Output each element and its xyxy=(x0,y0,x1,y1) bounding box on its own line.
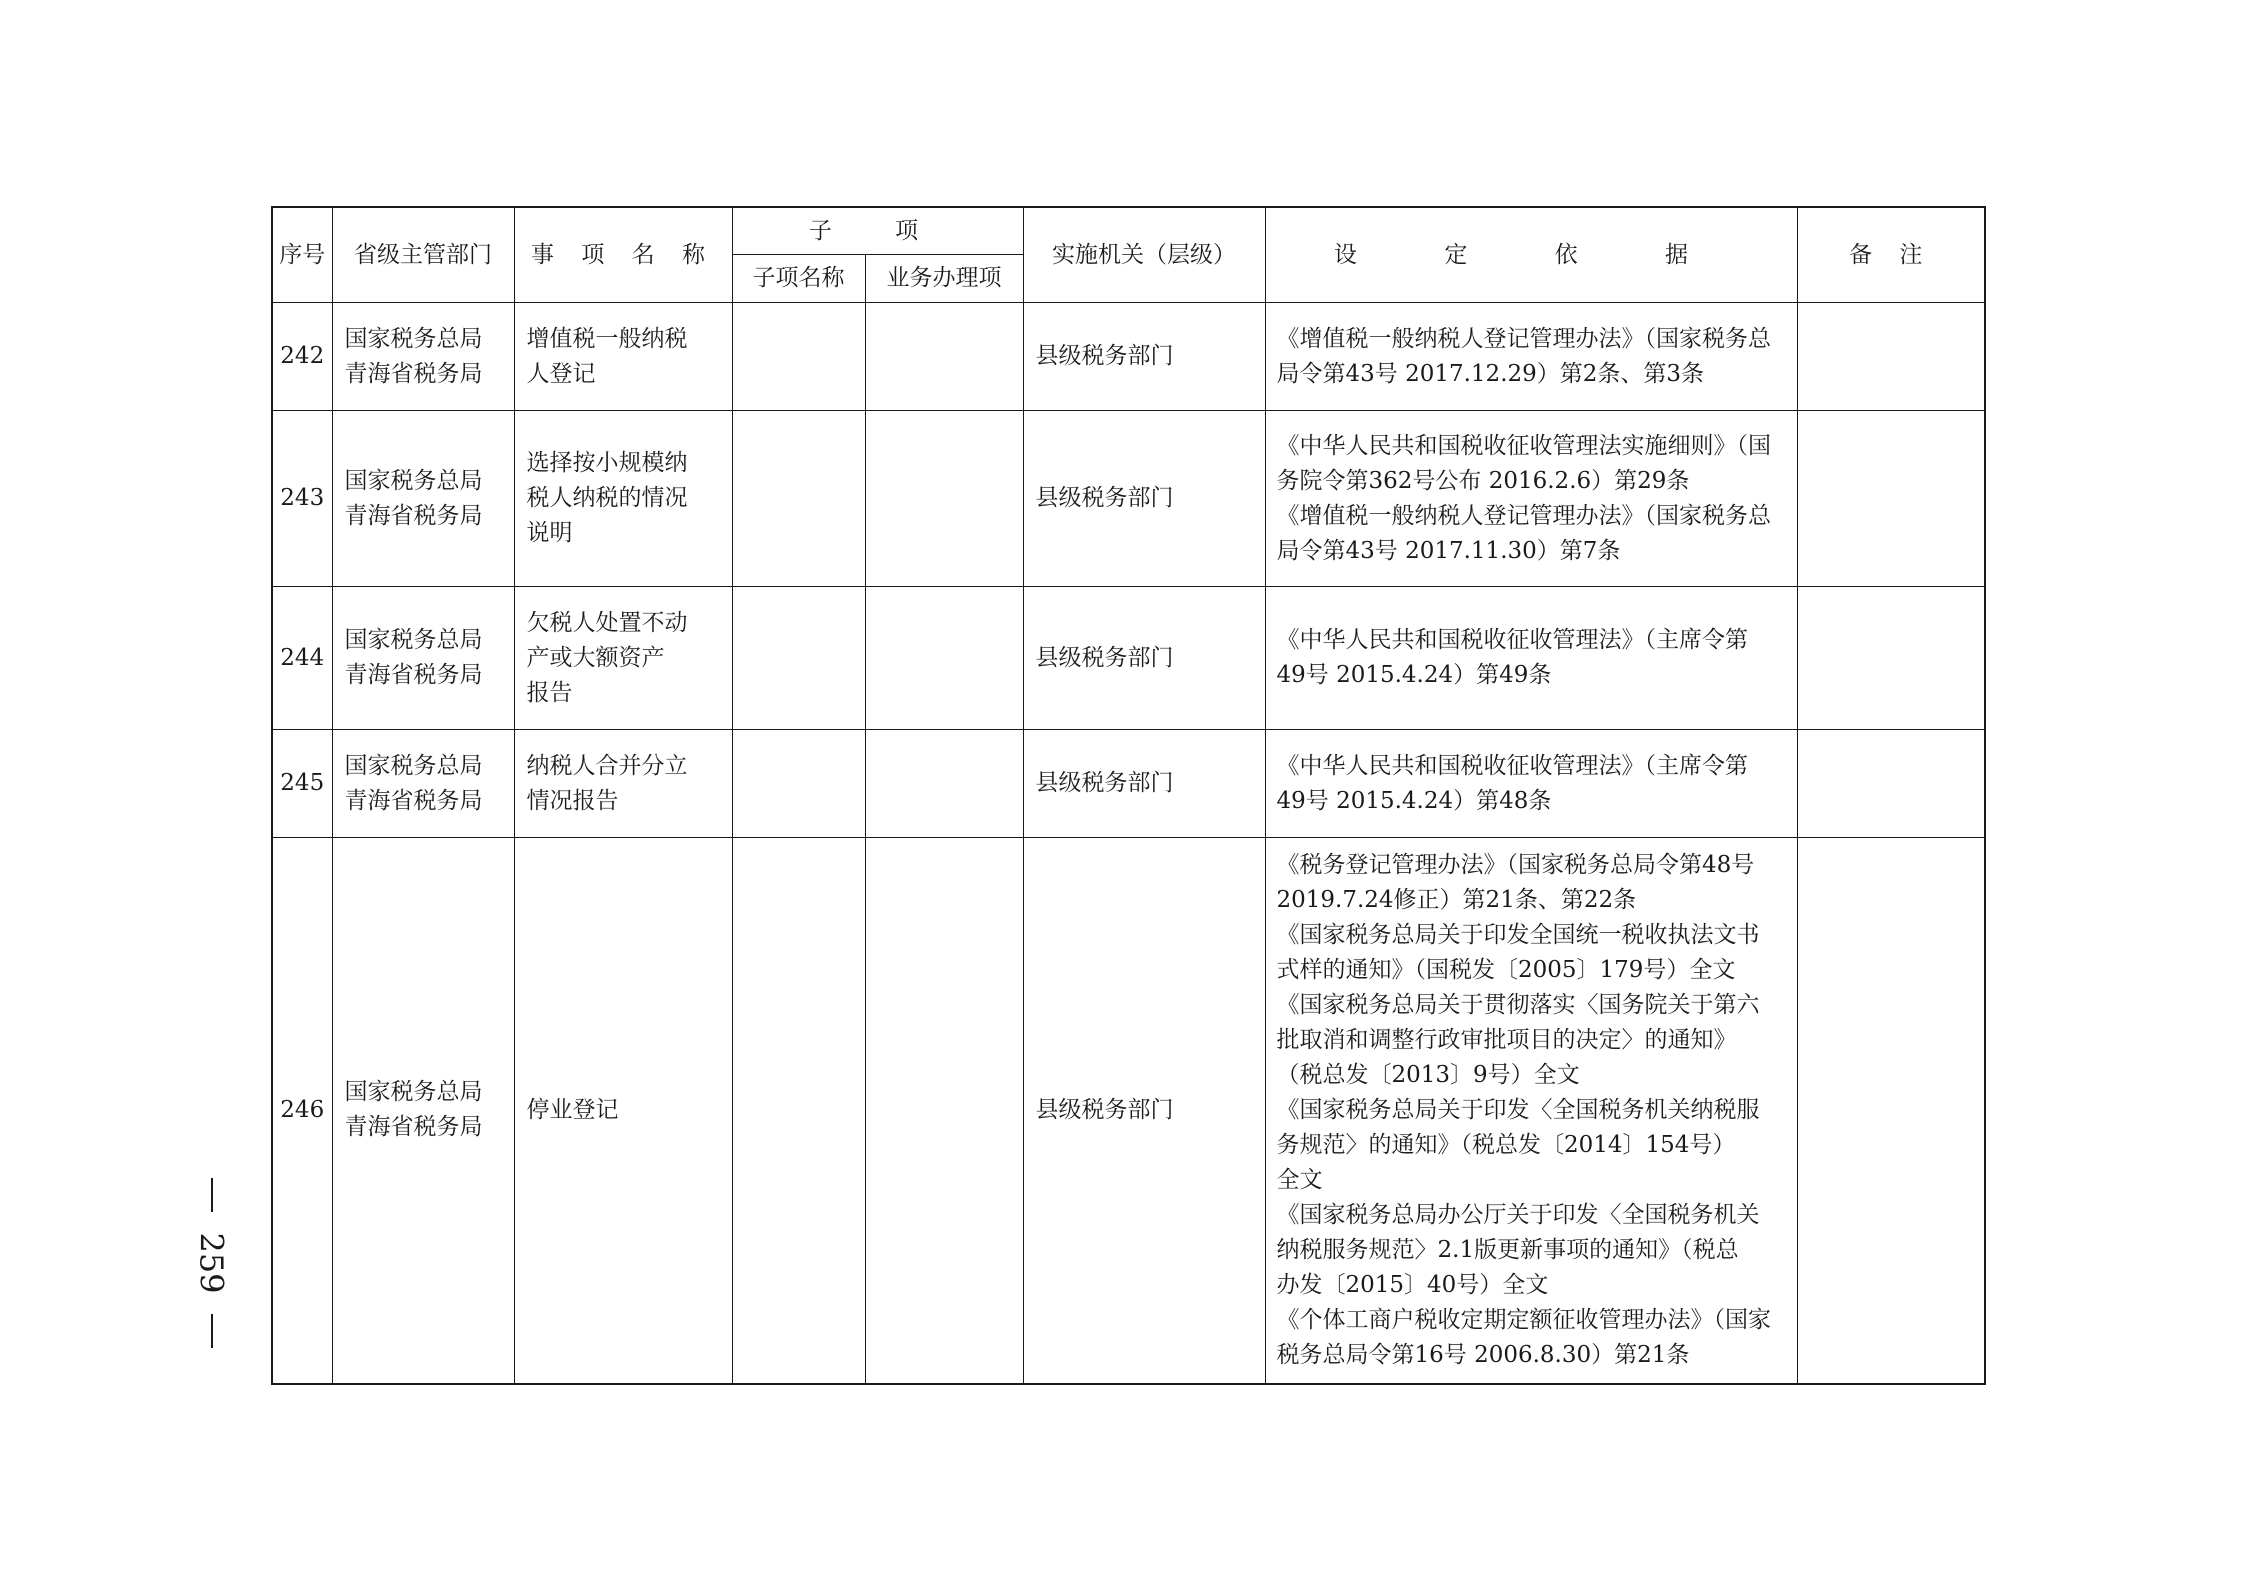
cell-dept-line: 青海省税务局 xyxy=(344,787,483,814)
cell-basis-line: （税总发〔2013〕9号）全文 xyxy=(1276,1061,1580,1088)
table-row xyxy=(272,587,1985,730)
cell-basis-line: 49号 2015.4.24）第49条 xyxy=(1276,662,1552,688)
cell-num: 246 xyxy=(272,838,332,1384)
cell-num: 242 xyxy=(272,303,332,411)
cell-item-line: 说明 xyxy=(526,520,573,546)
cell-basis-line: 务规范〉的通知》（税总发〔2014〕154号） xyxy=(1276,1131,1736,1158)
cell-sub-business xyxy=(865,303,1023,411)
header-sub-name: 子项名称 xyxy=(732,255,865,303)
header-sub: 子 项 xyxy=(732,207,1023,255)
cell-basis-line: 49号 2015.4.24）第48条 xyxy=(1276,787,1552,814)
cell-sub-name xyxy=(732,303,865,411)
cell-num: 244 xyxy=(272,587,332,730)
cell-basis-line: 办发〔2015〕40号）全文 xyxy=(1276,1271,1549,1298)
cell-basis-line: 《国家税务总局办公厅关于印发〈全国税务机关 xyxy=(1276,1201,1760,1228)
cell-num: 243 xyxy=(272,411,332,587)
cell-basis-line: 《个体工商户税收定期定额征收管理办法》（国家 xyxy=(1276,1306,1771,1333)
cell-dept-line: 青海省税务局 xyxy=(344,502,483,529)
cell-item xyxy=(514,303,732,411)
cell-num: 245 xyxy=(272,730,332,838)
cell-basis xyxy=(1265,411,1797,587)
cell-dept-line: 国家税务总局 xyxy=(344,627,483,653)
cell-item-line: 停业登记 xyxy=(526,1096,619,1123)
header-dept: 省级主管部门 xyxy=(332,207,514,303)
cell-item-line: 情况报告 xyxy=(526,787,619,814)
header-note: 备 注 xyxy=(1797,207,1985,303)
cell-sub-name xyxy=(732,411,865,587)
cell-dept xyxy=(332,587,514,730)
cell-basis-line: 2019.7.24修正）第21条、第22条 xyxy=(1276,886,1637,913)
cell-basis-line: 局令第43号 2017.12.29）第2条、第3条 xyxy=(1276,360,1705,387)
header-basis: 设 定 依 据 xyxy=(1265,207,1797,303)
cell-basis-line: 《增值税一般纳税人登记管理办法》（国家税务总 xyxy=(1276,502,1771,529)
cell-note xyxy=(1797,838,1985,1384)
cell-basis-line: 《国家税务总局关于印发全国统一税收执法文书 xyxy=(1276,921,1760,948)
page-number-text: 259 xyxy=(193,1232,232,1294)
page-number-dash-top xyxy=(211,1178,213,1212)
cell-agency: 县级税务部门 xyxy=(1023,303,1265,411)
table-row xyxy=(272,303,1985,411)
cell-basis-line: 《增值税一般纳税人登记管理办法》（国家税务总 xyxy=(1276,325,1771,352)
cell-dept-line: 国家税务总局 xyxy=(344,325,483,352)
cell-basis xyxy=(1265,838,1797,1384)
cell-agency: 县级税务部门 xyxy=(1023,730,1265,838)
cell-agency: 县级税务部门 xyxy=(1023,411,1265,587)
cell-note xyxy=(1797,303,1985,411)
cell-item-line: 税人纳税的情况 xyxy=(526,485,688,511)
cell-sub-business xyxy=(865,838,1023,1384)
cell-basis xyxy=(1265,303,1797,411)
cell-dept xyxy=(332,730,514,838)
cell-dept xyxy=(332,411,514,587)
cell-item-line: 增值税一般纳税 xyxy=(526,325,688,352)
cell-item-line: 选择按小规模纳 xyxy=(526,450,688,476)
cell-sub-business xyxy=(865,730,1023,838)
cell-basis xyxy=(1265,587,1797,730)
cell-item-line: 报告 xyxy=(526,679,573,706)
cell-item xyxy=(514,838,732,1384)
cell-basis-line: 税务总局令第16号 2006.8.30）第21条 xyxy=(1276,1341,1690,1368)
cell-basis-line: 式样的通知》（国税发〔2005〕179号）全文 xyxy=(1276,956,1736,983)
cell-agency: 县级税务部门 xyxy=(1023,838,1265,1384)
table-body xyxy=(272,303,1985,1384)
cell-basis-line: 批取消和调整行政审批项目的决定〉的通知》 xyxy=(1276,1026,1737,1053)
records-table xyxy=(271,206,1986,1385)
cell-basis-line: 《中华人民共和国税收征收管理法》（主席令第 xyxy=(1276,627,1748,653)
cell-dept-line: 青海省税务局 xyxy=(344,1114,483,1141)
header-agency: 实施机关（层级） xyxy=(1023,207,1265,303)
cell-basis-line: 《国家税务总局关于贯彻落实〈国务院关于第六 xyxy=(1276,991,1760,1018)
cell-item xyxy=(514,587,732,730)
cell-agency: 县级税务部门 xyxy=(1023,587,1265,730)
cell-dept-line: 青海省税务局 xyxy=(344,360,483,387)
cell-dept-line: 国家税务总局 xyxy=(344,467,483,494)
header-num: 序号 xyxy=(272,207,332,303)
cell-sub-name xyxy=(732,838,865,1384)
cell-basis-line: 局令第43号 2017.11.30）第7条 xyxy=(1276,537,1621,564)
header-item: 事 项 名 称 xyxy=(514,207,732,303)
cell-dept-line: 国家税务总局 xyxy=(344,752,483,779)
cell-dept xyxy=(332,303,514,411)
cell-item-line: 纳税人合并分立 xyxy=(526,752,688,779)
cell-note xyxy=(1797,411,1985,587)
cell-dept-line: 国家税务总局 xyxy=(344,1079,483,1106)
page-number xyxy=(192,1178,232,1348)
cell-sub-business xyxy=(865,411,1023,587)
cell-basis-line: 纳税服务规范〉2.1版更新事项的通知》（税总 xyxy=(1276,1236,1739,1263)
header-sub-business: 业务办理项 xyxy=(865,255,1023,303)
table-row xyxy=(272,730,1985,838)
cell-note xyxy=(1797,730,1985,838)
cell-sub-name xyxy=(732,730,865,838)
cell-basis-line: 全文 xyxy=(1276,1166,1323,1193)
table-row xyxy=(272,411,1985,587)
cell-basis xyxy=(1265,730,1797,838)
cell-basis-line: 《中华人民共和国税收征收管理法实施细则》（国 xyxy=(1276,432,1771,459)
cell-item-line: 人登记 xyxy=(526,360,596,387)
cell-item xyxy=(514,411,732,587)
cell-basis-line: 务院令第362号公布 2016.2.6）第29条 xyxy=(1276,467,1690,494)
cell-item-line: 欠税人处置不动 xyxy=(526,609,688,636)
cell-basis-line: 《国家税务总局关于印发〈全国税务机关纳税服 xyxy=(1276,1096,1760,1123)
cell-basis-line: 《税务登记管理办法》（国家税务总局令第48号 xyxy=(1276,851,1755,878)
cell-sub-name xyxy=(732,587,865,730)
cell-dept xyxy=(332,838,514,1384)
cell-item xyxy=(514,730,732,838)
page-number-dash-bottom xyxy=(211,1314,213,1348)
cell-sub-business xyxy=(865,587,1023,730)
table-row xyxy=(272,838,1985,1384)
cell-dept-line: 青海省税务局 xyxy=(344,662,483,688)
cell-item-line: 产或大额资产 xyxy=(526,644,665,671)
cell-basis-line: 《中华人民共和国税收征收管理法》（主席令第 xyxy=(1276,752,1748,779)
cell-note xyxy=(1797,587,1985,730)
